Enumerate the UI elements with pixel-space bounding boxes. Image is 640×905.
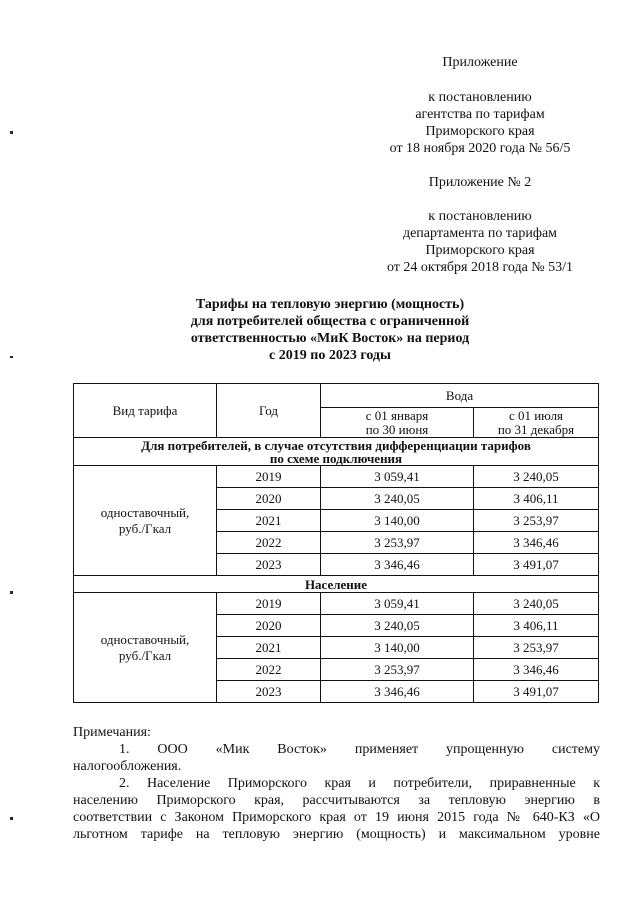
header-water: Вода: [321, 384, 599, 408]
header-period-line: с 01 июля: [508, 407, 564, 423]
scan-mark: [10, 591, 13, 594]
note-line: 1. ООО «Мик Восток» применяет упрощенную систему: [119, 742, 600, 757]
tariff-h1-cell: 3 140,00: [321, 510, 474, 532]
notes-heading: Примечания:: [73, 725, 151, 740]
tariff-h2-cell: 3 240,05: [474, 593, 599, 615]
header-period-second-half: [474, 408, 599, 438]
year-cell: 2022: [217, 659, 321, 681]
tariff-type-line: одноставочный,: [100, 504, 190, 520]
tariff-h1-cell: 3 253,97: [321, 659, 474, 681]
section-title-line: Для потребителей, в случае отсутствия дифференциации тарифов: [141, 437, 531, 453]
year-cell: 2021: [217, 510, 321, 532]
header-period-line: по 30 июня: [365, 421, 429, 437]
tariff-h1-cell: 3 346,46: [321, 681, 474, 703]
year-cell: 2022: [217, 532, 321, 554]
note-line: льготном тарифе на тепловую энергию (мощность) и максимальном уровне: [73, 827, 600, 842]
year-cell: 2023: [217, 681, 321, 703]
tariff-h1-cell: 3 346,46: [321, 554, 474, 576]
appendix-line: Приморского края: [425, 243, 535, 258]
tariff-h2-cell: 3 491,07: [474, 681, 599, 703]
tariff-table: [73, 383, 599, 703]
year-cell: 2019: [217, 593, 321, 615]
tariff-type-line: руб./Гкал: [118, 647, 172, 663]
title-line: Тарифы на тепловую энергию (мощность): [195, 297, 465, 312]
appendix-block: [360, 174, 600, 276]
appendix-line: департамента по тарифам: [402, 226, 558, 241]
appendix-line: Приморского края: [425, 124, 535, 139]
year-cell: 2020: [217, 615, 321, 637]
title-line: ответственностью «МиК Восток» на период: [190, 331, 470, 346]
appendix-line: от 18 ноября 2020 года № 56/5: [389, 141, 571, 156]
appendix-line: от 24 октября 2018 года № 53/1: [386, 260, 574, 275]
header-period-first-half: [321, 408, 474, 438]
header-period-line: с 01 января: [365, 407, 429, 423]
header-tariff-type: Вид тарифа: [74, 384, 217, 438]
table-row: [74, 593, 599, 615]
tariff-h1-cell: 3 059,41: [321, 466, 474, 488]
appendix-line: агентства по тарифам: [415, 107, 545, 122]
tariff-h1-cell: 3 253,97: [321, 532, 474, 554]
table-row: [74, 466, 599, 488]
note-line: населению Приморского края, рассчитываются за тепловую энергию в: [73, 793, 600, 808]
section-header-general: [74, 438, 599, 466]
section-title-line: по схеме подключения: [269, 450, 403, 466]
year-cell: 2020: [217, 488, 321, 510]
tariff-h2-cell: 3 406,11: [474, 488, 599, 510]
header-year: Год: [217, 384, 321, 438]
tariff-h2-cell: 3 253,97: [474, 637, 599, 659]
year-cell: 2023: [217, 554, 321, 576]
appendix-title: Приложение № 2: [428, 175, 532, 190]
year-cell: 2021: [217, 637, 321, 659]
appendix-line: к постановлению: [428, 209, 532, 224]
appendix-title: Приложение: [442, 55, 518, 70]
tariff-type-cell: [74, 593, 217, 703]
scan-mark: [10, 131, 13, 134]
tariff-h2-cell: 3 240,05: [474, 466, 599, 488]
scan-mark: [10, 356, 13, 358]
section-header-population: Население: [74, 576, 599, 593]
scan-mark: [10, 817, 13, 820]
header-period-line: по 31 декабря: [497, 421, 575, 437]
appendix-block: [360, 54, 600, 157]
note-line: 2. Население Приморского края и потребители, приравненные к: [119, 776, 600, 791]
tariff-h2-cell: 3 346,46: [474, 659, 599, 681]
title-line: с 2019 по 2023 годы: [269, 348, 391, 363]
document-title: [120, 296, 540, 364]
tariff-h2-cell: 3 346,46: [474, 532, 599, 554]
year-cell: 2019: [217, 466, 321, 488]
tariff-type-cell: [74, 466, 217, 576]
tariff-h2-cell: 3 253,97: [474, 510, 599, 532]
title-line: для потребителей общества с ограниченной: [190, 314, 470, 329]
tariff-type-line: одноставочный,: [100, 631, 190, 647]
tariff-h2-cell: 3 406,11: [474, 615, 599, 637]
notes: [73, 724, 600, 843]
tariff-h1-cell: 3 240,05: [321, 488, 474, 510]
note-line: соответствии с Законом Приморского края от 19 июня 2015 года № 640-КЗ «О: [73, 810, 600, 825]
tariff-h2-cell: 3 491,07: [474, 554, 599, 576]
note-line: налогообложения.: [73, 759, 182, 774]
tariff-h1-cell: 3 059,41: [321, 593, 474, 615]
appendix-line: к постановлению: [428, 90, 532, 105]
tariff-h1-cell: 3 140,00: [321, 637, 474, 659]
tariff-type-line: руб./Гкал: [118, 520, 172, 536]
tariff-h1-cell: 3 240,05: [321, 615, 474, 637]
